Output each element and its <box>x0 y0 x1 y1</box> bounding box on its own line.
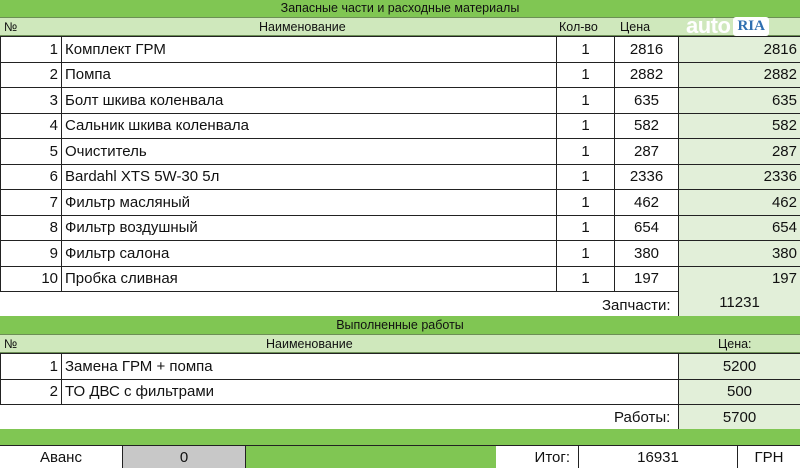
row-number: 1 <box>1 37 62 63</box>
work-price: 500 <box>679 379 800 405</box>
works-table <box>0 353 800 405</box>
part-qty: 1 <box>557 190 615 216</box>
works-header-row <box>0 334 800 353</box>
works-col-price: Цена: <box>718 336 752 351</box>
part-name: Комплект ГРМ <box>62 37 557 63</box>
part-price: 2882 <box>615 62 679 88</box>
works-section-title-text: Выполненные работы <box>336 318 464 332</box>
row-number: 5 <box>1 139 62 165</box>
watermark-auto-text: auto <box>686 13 731 38</box>
parts-section-title-text: Запасные части и расходные материалы <box>280 1 520 15</box>
part-qty: 1 <box>557 164 615 190</box>
row-number: 2 <box>1 62 62 88</box>
advance-label: Аванс <box>40 449 82 466</box>
works-col-name: Наименование <box>266 336 353 351</box>
footer-row <box>0 445 800 468</box>
parts-header-row <box>0 17 800 36</box>
part-qty: 1 <box>557 241 615 267</box>
part-total: 197 <box>679 266 800 292</box>
parts-col-name: Наименование <box>259 19 346 34</box>
part-total: 462 <box>679 190 800 216</box>
currency-label: ГРН <box>754 449 784 466</box>
part-name: Помпа <box>62 62 557 88</box>
part-total: 380 <box>679 241 800 267</box>
works-col-num: № <box>4 336 18 351</box>
advance-value: 0 <box>122 446 246 468</box>
works-section-title <box>0 316 800 334</box>
part-price: 380 <box>615 241 679 267</box>
parts-row <box>1 113 800 139</box>
row-number: 10 <box>1 266 62 292</box>
part-price: 582 <box>615 113 679 139</box>
works-row <box>1 354 800 380</box>
parts-col-qty: Кол-во <box>559 19 598 34</box>
row-number: 3 <box>1 88 62 114</box>
part-price: 462 <box>615 190 679 216</box>
autoria-watermark <box>686 11 798 41</box>
part-total: 582 <box>679 113 800 139</box>
watermark-ria-badge: RIA <box>733 17 769 36</box>
row-number: 9 <box>1 241 62 267</box>
part-name: Фильтр салона <box>62 241 557 267</box>
footer-green-block <box>246 446 496 468</box>
part-name: Очиститель <box>62 139 557 165</box>
part-total: 2816 <box>679 37 800 63</box>
part-price: 654 <box>615 215 679 241</box>
part-total: 287 <box>679 139 800 165</box>
part-qty: 1 <box>557 215 615 241</box>
part-total: 635 <box>679 88 800 114</box>
row-number: 2 <box>1 379 62 405</box>
part-name: Фильтр воздушный <box>62 215 557 241</box>
part-qty: 1 <box>557 37 615 63</box>
parts-row <box>1 241 800 267</box>
parts-col-num: № <box>4 19 18 34</box>
work-name: ТО ДВС с фильтрами <box>62 379 679 405</box>
total-label: Итог: <box>534 449 570 466</box>
parts-row <box>1 37 800 63</box>
part-qty: 1 <box>557 113 615 139</box>
part-total: 2882 <box>679 62 800 88</box>
parts-subtotal-value: 11231 <box>678 290 800 316</box>
part-qty: 1 <box>557 88 615 114</box>
work-price: 5200 <box>679 354 800 380</box>
parts-row <box>1 164 800 190</box>
parts-table <box>0 36 800 292</box>
parts-section-title <box>0 0 800 17</box>
row-number: 1 <box>1 354 62 380</box>
part-qty: 1 <box>557 62 615 88</box>
works-subtotal-value: 5700 <box>678 404 800 429</box>
work-name: Замена ГРМ + помпа <box>62 354 679 380</box>
row-number: 7 <box>1 190 62 216</box>
row-number: 6 <box>1 164 62 190</box>
part-total: 2336 <box>679 164 800 190</box>
part-qty: 1 <box>557 139 615 165</box>
part-name: Фильтр масляный <box>62 190 557 216</box>
part-total: 654 <box>679 215 800 241</box>
parts-col-price: Цена <box>620 19 651 34</box>
part-price: 635 <box>615 88 679 114</box>
part-name: Bardahl XTS 5W-30 5л <box>62 164 557 190</box>
parts-row <box>1 215 800 241</box>
parts-row <box>1 88 800 114</box>
row-number: 4 <box>1 113 62 139</box>
parts-subtotal-label: Запчасти: <box>602 297 671 314</box>
parts-row <box>1 62 800 88</box>
part-price: 197 <box>615 266 679 292</box>
part-name: Пробка сливная <box>62 266 557 292</box>
row-number: 8 <box>1 215 62 241</box>
footer-separator-band <box>0 429 800 445</box>
part-name: Болт шкива коленвала <box>62 88 557 114</box>
part-qty: 1 <box>557 266 615 292</box>
total-value: 16931 <box>578 446 738 468</box>
part-price: 2336 <box>615 164 679 190</box>
part-price: 2816 <box>615 37 679 63</box>
works-subtotal-label: Работы: <box>614 409 671 426</box>
parts-row <box>1 266 800 292</box>
parts-row <box>1 139 800 165</box>
works-row <box>1 379 800 405</box>
part-name: Сальник шкива коленвала <box>62 113 557 139</box>
part-price: 287 <box>615 139 679 165</box>
parts-row <box>1 190 800 216</box>
